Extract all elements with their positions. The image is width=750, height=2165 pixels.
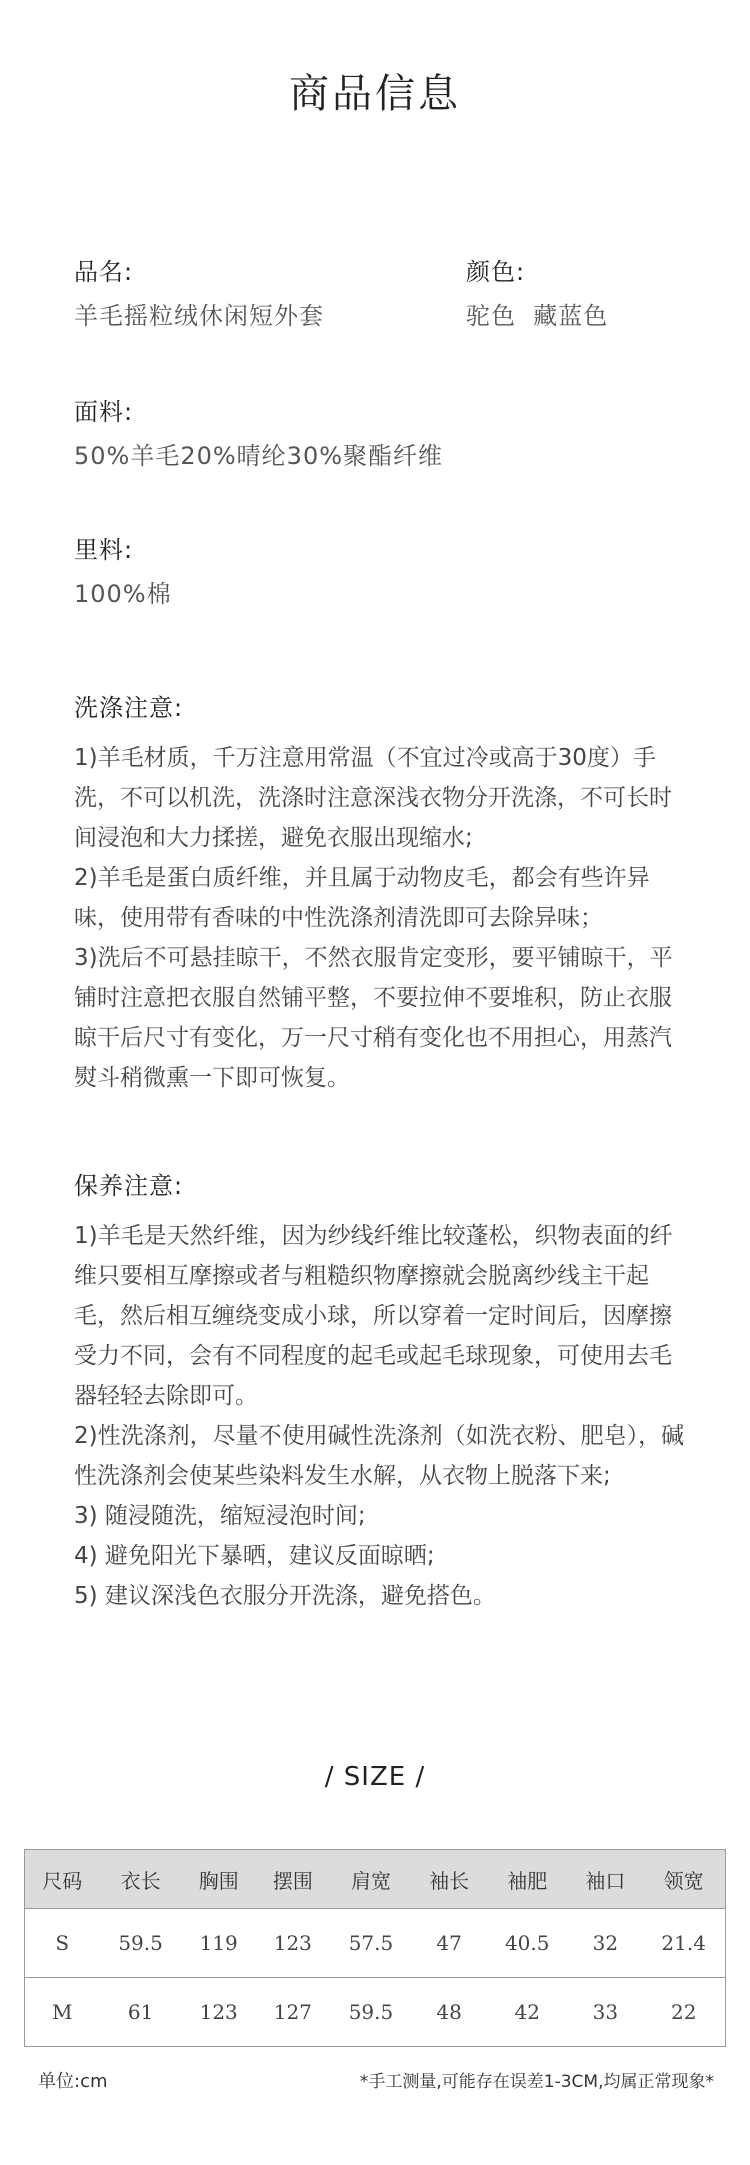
table-cell: 59.5 bbox=[100, 1909, 182, 1978]
table-cell: 59.5 bbox=[348, 2000, 394, 2024]
fabric-value: 50%羊毛20%晴纶30%聚酯纤维 bbox=[74, 442, 444, 470]
header-hem: 摆围 bbox=[256, 1850, 330, 1909]
table-cell: 123 bbox=[256, 1909, 330, 1978]
header-cuff: 袖口 bbox=[568, 1850, 642, 1909]
table-cell: 21.4 bbox=[642, 1909, 725, 1978]
care-note: 1)羊毛是天然纤维，因为纱线纤维比较蓬松，织物表面的纤维只要相互摩擦或者与粗糙织物摩擦就会脱离纱线主干起毛，然后相互缠绕变成小球，所以穿着一定时间后，因摩擦受力不同，会有不同程度的起毛或起毛球现象，可使用去毛器轻轻去除即可。 bbox=[74, 1223, 673, 1409]
fabric-label: 面料: bbox=[74, 398, 134, 426]
table-cell: 119 bbox=[182, 1909, 256, 1978]
size-section-title: / SIZE / bbox=[324, 1762, 426, 1792]
washing-notes bbox=[74, 738, 694, 1098]
washing-note: 2)羊毛是蛋白质纤维，并且属于动物皮毛，都会有些许异味，使用带有香味的中性洗涤剂清洗即可去除异味； bbox=[74, 865, 650, 931]
table-cell: 123 bbox=[199, 2000, 238, 2024]
measurement-note: *手工测量,可能存在误差1-3CM,均属正常现象* bbox=[359, 2072, 714, 2092]
table-cell: 127 bbox=[273, 2000, 312, 2024]
name-label: 品名: bbox=[74, 258, 134, 286]
washing-note: 1)羊毛材质，千万注意用常温（不宜过冷或高于30度）手洗，不可以机洗，洗涤时注意深浅衣物分开洗涤，不可长时间浸泡和大力揉搓，避免衣服出现缩水; bbox=[74, 745, 672, 851]
care-note: 4) 避免阳光下暴晒，建议反面晾晒; bbox=[74, 1543, 435, 1569]
header-sleeve-length: 袖长 bbox=[412, 1850, 486, 1909]
table-cell: 33 bbox=[592, 2000, 619, 2024]
unit-label: 单位:cm bbox=[38, 2071, 108, 2092]
table-cell: 48 bbox=[436, 2000, 462, 2024]
care-note: 5) 建议深浅色衣服分开洗涤，避免搭色。 bbox=[74, 1583, 496, 1609]
lining-value: 100%棉 bbox=[74, 580, 172, 608]
name-value: 羊毛摇粒绒休闲短外套 bbox=[74, 302, 324, 330]
table-cell: 32 bbox=[568, 1909, 642, 1978]
header-collar: 领宽 bbox=[642, 1850, 725, 1909]
table-cell: 61 bbox=[127, 2000, 154, 2024]
care-note: 3) 随浸随洗，缩短浸泡时间; bbox=[74, 1503, 366, 1529]
table-row bbox=[25, 1978, 726, 2047]
page-title: 商品信息 bbox=[289, 71, 461, 117]
header-sleeve-width: 袖肥 bbox=[486, 1850, 568, 1909]
color-value: 驼色 藏蓝色 bbox=[466, 302, 609, 330]
care-notes bbox=[74, 1216, 694, 1616]
care-note: 2)性洗涤剂，尽量不使用碱性洗涤剂（如洗衣粉、肥皂），碱性洗涤剂会使某些染料发生水解，从衣物上脱落下来; bbox=[74, 1423, 685, 1489]
table-cell: 40.5 bbox=[486, 1909, 568, 1978]
table-cell: 42 bbox=[514, 2000, 540, 2024]
table-cell: M bbox=[52, 2000, 73, 2024]
washing-note: 3)洗后不可悬挂晾干，不然衣服肯定变形，要平铺晾干，平铺时注意把衣服自然铺平整，不要拉伸不要堆积，防止衣服晾干后尺寸有变化，万一尺寸稍有变化也不用担心，用蒸汽熨斗稍微熏一下即可恢复。 bbox=[74, 945, 673, 1091]
table-cell: 22 bbox=[670, 2000, 697, 2024]
header-chest: 胸围 bbox=[182, 1850, 256, 1909]
table-cell: 57.5 bbox=[330, 1909, 412, 1978]
washing-label: 洗涤注意: bbox=[74, 694, 184, 722]
header-shoulder: 肩宽 bbox=[330, 1850, 412, 1909]
header-size: 尺码 bbox=[25, 1850, 100, 1909]
care-label: 保养注意: bbox=[74, 1172, 184, 1200]
header-length: 衣长 bbox=[100, 1850, 182, 1909]
size-table-header-row bbox=[25, 1850, 726, 1909]
size-table bbox=[24, 1849, 726, 2047]
color-label: 颜色: bbox=[466, 258, 526, 286]
table-row bbox=[25, 1909, 726, 1978]
table-cell: 47 bbox=[412, 1909, 486, 1978]
lining-label: 里料: bbox=[74, 536, 134, 564]
table-cell: S bbox=[25, 1909, 100, 1978]
